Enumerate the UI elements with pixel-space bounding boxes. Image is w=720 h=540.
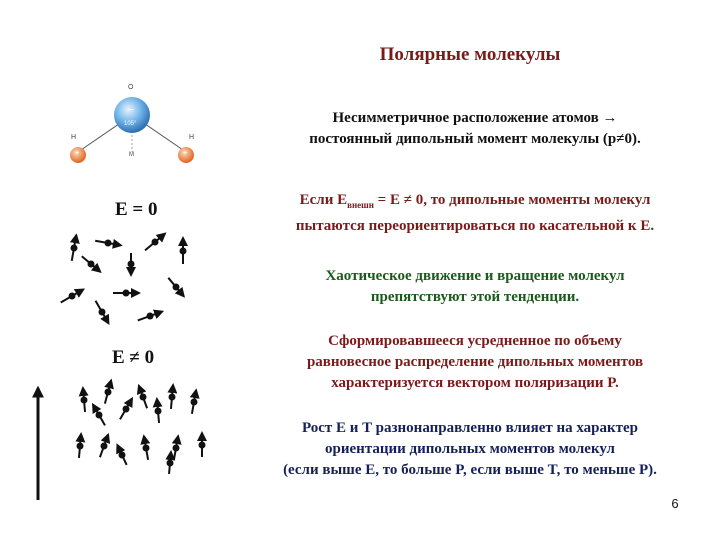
para5-line2: ориентации дипольных моментов молекул [325, 441, 615, 457]
para2-line1 [250, 190, 700, 216]
aligned-dipole-center [77, 443, 84, 450]
para4-line1: Сформировавшееся усредненное по объему [328, 333, 622, 349]
aligned-dipole [143, 436, 150, 460]
aligned-dipole-center [173, 445, 180, 452]
aligned-dipoles [77, 380, 206, 474]
chaotic-dipole-center [123, 290, 130, 297]
aligned-dipole [155, 399, 162, 423]
chaotic-dipole-center [71, 245, 78, 252]
negative-sign: – [129, 104, 135, 114]
chaotic-dipole-center [99, 309, 106, 316]
aligned-dipole-center [191, 399, 198, 406]
plus-sign-right: + [183, 150, 188, 157]
chaotic-dipole [61, 290, 84, 303]
bond-angle-label: 105° [124, 121, 137, 127]
chaotic-dipole-center [173, 284, 180, 291]
aligned-dipole-center [143, 445, 150, 452]
chaotic-dipole-center [88, 261, 95, 268]
aligned-dipole-center [155, 408, 162, 415]
para1-line1: Несимметричное расположение атомов → [332, 110, 618, 126]
aligned-dipole [191, 390, 198, 414]
aligned-dipole [120, 399, 132, 420]
para5-line3: (если выше E, то больше P, если выше T, то меньше P). [283, 462, 657, 478]
para2-prefix: Если E [299, 192, 348, 208]
aligned-dipole [167, 452, 174, 474]
aligned-dipole-center [123, 406, 130, 413]
plus-sign-left: + [75, 150, 80, 157]
paragraph-permanent-dipole [250, 108, 700, 150]
chaotic-dipole [145, 234, 165, 251]
aligned-dipole [139, 386, 147, 409]
aligned-dipole-center [119, 452, 126, 459]
chaotic-dipole-center [105, 240, 112, 247]
chaotic-dipole [128, 253, 135, 275]
chaotic-dipole [138, 312, 162, 321]
chaotic-dipole-center [128, 261, 135, 268]
label-e-not-zero: E ≠ 0 [112, 347, 155, 368]
atom-o-label: O [128, 84, 134, 91]
paragraph-e-and-t-effect [230, 418, 710, 481]
para5-line1: Рост E и T разнонаправленно влияет на характер [301, 420, 639, 436]
atom-h1-label: H [71, 134, 77, 141]
aligned-dipole-center [167, 460, 174, 467]
para4-line2: равновесное распределение дипольных моментов [306, 354, 644, 370]
chaotic-dipole [168, 278, 183, 296]
aligned-dipole [81, 388, 88, 412]
aligned-dipole [93, 405, 105, 426]
para3-line2: препятствуют этой тенденции. [370, 289, 580, 305]
chaotic-dipole-center [69, 293, 76, 300]
chaotic-dipole [180, 238, 187, 264]
paragraph-chaotic-motion [250, 266, 700, 308]
chaotic-dipole [96, 301, 109, 324]
paragraph-polarization-vector [250, 331, 700, 394]
aligned-dipole-center [101, 443, 108, 450]
aligned-dipole-center [169, 394, 176, 401]
paragraph-reorientation [250, 190, 700, 237]
aligned-dipole [117, 445, 126, 465]
chaotic-dipole-center [152, 239, 159, 246]
aligned-dipole [199, 433, 206, 457]
chaotic-dipole-center [147, 313, 154, 320]
aligned-dipole-center [81, 397, 88, 404]
oxygen-atom [114, 97, 150, 133]
aligned-dipole-center [105, 389, 112, 396]
aligned-dipole-center [140, 394, 147, 401]
slide-title: Полярные молекулы [379, 44, 561, 65]
aligned-dipole [173, 436, 180, 460]
chaotic-dipole [71, 235, 78, 261]
dipole-m-label: M [129, 152, 134, 158]
para2-rest: = E ≠ 0, то дипольные моменты молекул [373, 192, 651, 208]
page-number: 6 [671, 496, 679, 511]
para4-line3: характеризуется вектором поляризации P. [331, 375, 619, 391]
para2-line2: пытаются переориентироваться по касательной к E. [295, 218, 655, 234]
chaotic-dipole [113, 290, 139, 297]
para3-line1: Хаотическое движение и вращение молекул [325, 268, 625, 284]
aligned-dipole [77, 434, 84, 458]
chaotic-dipoles [61, 234, 187, 324]
aligned-dipole-center [199, 442, 206, 449]
chaotic-dipole-center [180, 248, 187, 255]
aligned-dipole-center [96, 412, 103, 419]
aligned-dipole [100, 435, 108, 458]
para2-subscript: внешн [347, 200, 374, 210]
aligned-dipole [169, 385, 176, 409]
label-e-equals-zero: E = 0 [115, 199, 158, 220]
chaotic-dipole [82, 256, 100, 271]
aligned-dipole [105, 380, 112, 403]
chaotic-dipole [95, 240, 121, 247]
para1-line2: постоянный дипольный момент молекулы (p≠0). [309, 131, 641, 147]
atom-h2-label: H [189, 134, 195, 141]
